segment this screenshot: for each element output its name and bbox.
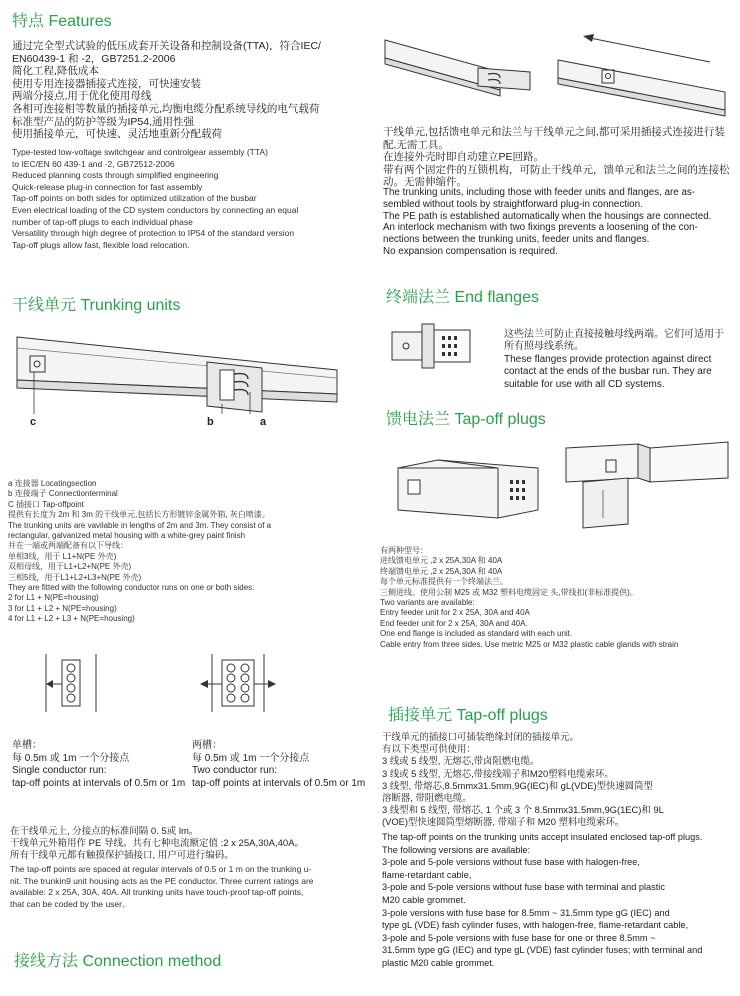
double-run-text xyxy=(192,740,367,790)
plugin-zh-line: 带有两个固定件的互锁机构，可防止干线单元，馈单元和法兰之间的连接松 xyxy=(383,163,730,176)
plugin-zh-line: 干线单元,包括馈电单元和法兰与干线单元之间,都可采用插接式连接进行装 xyxy=(383,126,725,138)
end-flanges-heading xyxy=(386,284,539,307)
feed-flanges-line: One end flange is included as standard with each unit. xyxy=(380,629,573,639)
trunking-bottom-en xyxy=(10,864,360,910)
plugin-connection-diagram xyxy=(380,10,730,120)
tapoff-en-line: flame-retardant cable, xyxy=(382,869,472,880)
features-en-line: Tap-off points on both sides for optimized utilization of the busbar xyxy=(12,193,257,204)
callout-a: a xyxy=(260,416,267,428)
connection-title-en: Connection method xyxy=(82,953,222,970)
trunking-line: The trunking units are vavilable in lengths of 2m and 3m. They consist of a xyxy=(8,520,272,530)
feed-flanges-line: Cable entry from three sides. Use metric M25 or M32 plastic cable glands with strain xyxy=(380,639,679,649)
features-en-line: Versatility through high degree of protection to IP54 of the standard version xyxy=(12,228,295,239)
single-run-line: 每 0.5m 或 1m 一个分接点 xyxy=(12,752,130,764)
feed-flanges-line: 每个单元标准提供有一个终端法兰。 xyxy=(380,577,508,587)
plugin-en-line: nections between the trunking units, feeder units and flanges. xyxy=(383,234,650,246)
features-zh-line: 通过完全型式试验的低压成套开关设备和控制设备(TTA)，符合IEC/ xyxy=(12,40,321,52)
tapoff-en-line: 3-pole and 5-pole versions without fuse base with halogen-free, xyxy=(382,857,640,868)
tapoff-zh-line: 3 线或 5 线型, 无熔芯,带卤阻燃电缆。 xyxy=(382,755,540,767)
single-run-line: tap-off points at intervals of 0.5m or 1m xyxy=(12,777,186,789)
trunking-line: 2 for L1 + N(PE=housing) xyxy=(8,593,99,603)
double-run-diagram xyxy=(200,650,280,720)
trunking-line: b 连接端子 Connectionterminal xyxy=(8,489,118,499)
feed-flanges-heading xyxy=(386,406,546,429)
single-run-line: Single conductor run: xyxy=(12,765,107,776)
trunking-line: They are fitted with the following conductor runs on one or both sides: xyxy=(8,583,255,593)
features-en-line: Even electrical loading of the CD system conductors by connecting an equal xyxy=(12,204,299,215)
end-flanges-en-line: These flanges provide protection against direct xyxy=(504,353,712,365)
plugin-en-line: An interlock mechanism with two fixings prevents a loosening of the con- xyxy=(383,222,698,234)
tapoff-en-line: 3-pole and 5-pole versions without fuse base with terminal and plastic xyxy=(382,882,665,893)
end-flanges-title-en: End flanges xyxy=(454,289,539,306)
trunking-bottom-en-line: The tap-off points are spaced at regular intervals of 0.5 or 1 m on the trunking u- xyxy=(10,864,312,874)
feed-flanges-title-en: Tap-off plugs xyxy=(454,411,546,428)
features-en-line: to IEC/EN 60 439-1 and -2, GB72512-2006 xyxy=(12,158,175,169)
end-flanges-en-line: contact at the ends of the busbar run. They are xyxy=(504,366,712,378)
trunking-bottom-en-line: available: 2 x 25A, 30A, 40A. All trunking units have touch-proof tap-off points, xyxy=(10,887,304,898)
feed-flanges-line: 有两种型号： xyxy=(380,546,428,555)
trunking-line: 3 for L1 + L2 + N(PE=housing) xyxy=(8,603,117,613)
features-en-line: Tap-off plugs allow fast, flexible load relocation. xyxy=(12,239,190,250)
tapoff-heading xyxy=(388,702,548,725)
features-heading xyxy=(12,8,112,31)
end-flanges-zh-line: 这些法兰可防止直接接触母线两端。它们可适用于 xyxy=(504,329,724,340)
features-en-line: Reduced planning costs through simplified engineering xyxy=(12,170,219,181)
tapoff-zh-line: 溶断器, 带阻燃电缆。 xyxy=(382,792,472,804)
feed-flanges-title-zh: 馈电法兰 xyxy=(386,409,451,428)
double-run-line: Two conductor run: xyxy=(192,765,278,776)
trunking-line: 单相3线，用于 L1+N(PE 外壳) xyxy=(8,551,117,561)
feed-flanges-line: 进线馈电单元 ,2 x 25A,30A 和 40A xyxy=(380,556,503,566)
plugin-zh-line: 配,无需工具。 xyxy=(383,138,449,151)
plugin-en-line: sembled without tools by straightforward plug-in connection. xyxy=(383,198,643,210)
features-en-line: number of tap-off plugs to each individual phase xyxy=(12,216,193,227)
callout-b: b xyxy=(207,416,214,428)
feed-flanges-line: 三侧进线。使用公制 M25 或 M32 塑料电缆固定 头,带线扣(非标准提供)。 xyxy=(380,587,638,597)
trunking-bottom-en-line: that can be coded by the user。 xyxy=(10,898,131,909)
tapoff-en-line: The following versions are available: xyxy=(382,844,531,855)
tapoff-en-line: type gL (VDE) fash cylinder fuses, with halogen-free, flame-retardant cable, xyxy=(382,920,689,931)
end-flanges-text xyxy=(504,329,732,391)
feed-flanges-line: End feeder unit for 2 x 25A, 30A and 40A. xyxy=(380,618,528,628)
tapoff-title-zh: 插接单元 xyxy=(388,705,453,724)
trunking-bottom-zh xyxy=(10,826,360,863)
features-zh-line: 各相可连接相等数量的插接单元,均衡电缆分配系统导线的电气载荷 xyxy=(12,102,320,115)
tapoff-title-en: Tap-off plugs xyxy=(456,707,548,724)
feeder-unit-diagram xyxy=(388,438,733,530)
feed-flanges-text xyxy=(380,546,735,650)
trunking-line: 双相母线，用于L1+L2+N(PE 外壳) xyxy=(8,562,132,572)
feed-flanges-line: Entry feeder unit for 2 x 25A, 30A and 40A xyxy=(380,608,530,618)
tapoff-en-line: plastic M20 cable grommet. xyxy=(382,957,495,968)
features-zh-line: 两端分接点,用于优化使用母线 xyxy=(12,90,152,103)
trunking-title-en: Trunking units xyxy=(80,297,181,314)
trunking-line: C 插接口 Tap-offpoint xyxy=(8,499,84,509)
trunking-bottom-zh-line: 干线单元外箱用作 PE 导线。共有七种电流额定值 :2 x 25A,30A,40A。 xyxy=(10,838,305,850)
plugin-zh-list xyxy=(383,126,733,189)
tapoff-zh-line: 3 线型, 带熔芯,8.5mmx31.5mm,9G(IEC)和 gL(VDE)型快速圆筒型 xyxy=(382,779,653,791)
trunking-bottom-zh-line: 在干线单元上, 分接点的标准间隔 0. 5或 lm。 xyxy=(10,826,199,837)
trunking-heading xyxy=(12,292,180,315)
trunking-line: 提供有长度为 2m 和 3m 的干线单元,包括长方形镀锌金属外箱, 灰白喷漆。 xyxy=(8,510,270,520)
features-zh-line: 简化工程,降低成本 xyxy=(12,65,99,78)
features-en-list xyxy=(12,147,357,251)
single-run-line: 单槽： xyxy=(12,740,42,751)
trunking-line: rectangular, galvanized metal housing with a white-grey paint finish xyxy=(8,531,246,541)
tapoff-en-line: 31.5mm type gG (IEC) and type gL (VDE) fast cylinder fuses; with terminal and xyxy=(382,945,703,956)
double-run-line: 每 0.5m 或 1m 一个分接点 xyxy=(192,752,310,764)
connection-heading xyxy=(14,948,221,971)
tapoff-en-line: 3-pole versions with fuse base for 8.5mm ~ 31.5mm type gG (IEC) and xyxy=(382,907,670,918)
tapoff-en-line: M20 cable grommet. xyxy=(382,894,466,905)
trunking-bottom-en-line: nit. The trunkin9 unit housing acts as the PE conductor. Three current ratings are xyxy=(10,875,314,886)
tapoff-zh-line: 3 线型和 5 线型, 带熔芯, 1 个或 3 个 8.5mmx31.5mm,9G(1EC)和 9L xyxy=(382,804,664,816)
end-flanges-title-zh: 终端法兰 xyxy=(386,287,451,306)
tapoff-zh-line: (VOE)型快速圆筒型熔断器, 带端子和 M20 塑料电缆索环。 xyxy=(382,816,625,828)
trunking-description xyxy=(8,479,358,625)
plugin-en-list xyxy=(383,187,733,258)
features-zh-line: 使用插接单元，可快速、灵活地重新分配载荷 xyxy=(12,128,222,141)
features-zh-list xyxy=(12,40,352,141)
trunking-line: 4 for L1 + L2 + L3 + N(PE=housing) xyxy=(8,614,135,624)
trunking-line: 并在一端或两端配备有以下导线： xyxy=(8,541,128,551)
end-flange-diagram xyxy=(388,318,483,376)
double-run-line: tap-off points at intervals of 0.5m or 1m xyxy=(192,777,366,789)
double-run-line: 两槽： xyxy=(192,740,222,751)
tapoff-zh-line: 3 线或 5 线型, 无熔芯,带接线端子和M20塑料电缆索环。 xyxy=(382,767,614,779)
end-flanges-zh-line: 所有照母线系统。 xyxy=(504,341,584,353)
features-title-en: Features xyxy=(48,13,112,30)
features-zh-line: 标准型产品的防护等级为IP54,通用性强 xyxy=(12,115,195,128)
features-title-zh: 特点 xyxy=(12,11,45,30)
tapoff-zh-list xyxy=(382,731,734,829)
plugin-zh-line: 在连接外壳时即自动建立PE回路。 xyxy=(383,151,545,164)
features-en-line: Quick-release plug-in connection for fast assembly xyxy=(12,181,203,192)
tapoff-zh-line: 干线单元的插接口可插装绝缘封闭的插接单元。 xyxy=(382,731,579,742)
single-run-diagram xyxy=(40,650,110,720)
plugin-en-line: The trunking units, including those with feeder units and flanges, are as- xyxy=(383,187,696,198)
trunking-unit-diagram xyxy=(12,332,357,432)
trunking-line: 三相5线，用于L1+L2+L3+N(PE 外壳) xyxy=(8,572,142,582)
trunking-bottom-zh-line: 所有干线单元都有触摸保护插接口, 用户可进行编码。 xyxy=(10,850,234,862)
plugin-en-line: No expansion compensation is required. xyxy=(383,245,558,257)
connection-title-zh: 接线方法 xyxy=(14,951,79,970)
tapoff-en-line: The tap-off points on the trunking units accept insulated enclosed tap-off plugs. xyxy=(382,832,703,842)
tapoff-en-list xyxy=(382,831,734,970)
trunking-line: a 连接器 Locatingsection xyxy=(8,479,97,488)
feed-flanges-line: 终端馈电单元 ,2 x 25A,30A 和 40A xyxy=(380,566,503,576)
single-run-text xyxy=(12,740,187,790)
plugin-en-line: The PE path is established automatically when the housings are connected. xyxy=(383,210,712,222)
callout-c: c xyxy=(30,416,37,428)
features-zh-line: EN60439-1 和 -2，GB7251.2-2006 xyxy=(12,52,176,65)
feed-flanges-line: Two variants are available: xyxy=(380,598,475,608)
features-en-line: Type-tested low-voltage switchgear and controlgear assembly (TTA) xyxy=(12,147,268,157)
tapoff-en-line: 3-pole and 5-pole versions with fuse base for one or three 8.5mm ~ xyxy=(382,932,656,943)
end-flanges-en-line: suitable for use with all CD systems. xyxy=(504,378,665,390)
features-zh-line: 使用专用连接器插接式连接，可快速安装 xyxy=(12,77,201,90)
tapoff-zh-line: 有以下类型可供使用： xyxy=(382,743,476,755)
plugin-zh-line: 动。无需伸缩件。 xyxy=(383,176,467,189)
trunking-title-zh: 干线单元 xyxy=(12,295,77,314)
